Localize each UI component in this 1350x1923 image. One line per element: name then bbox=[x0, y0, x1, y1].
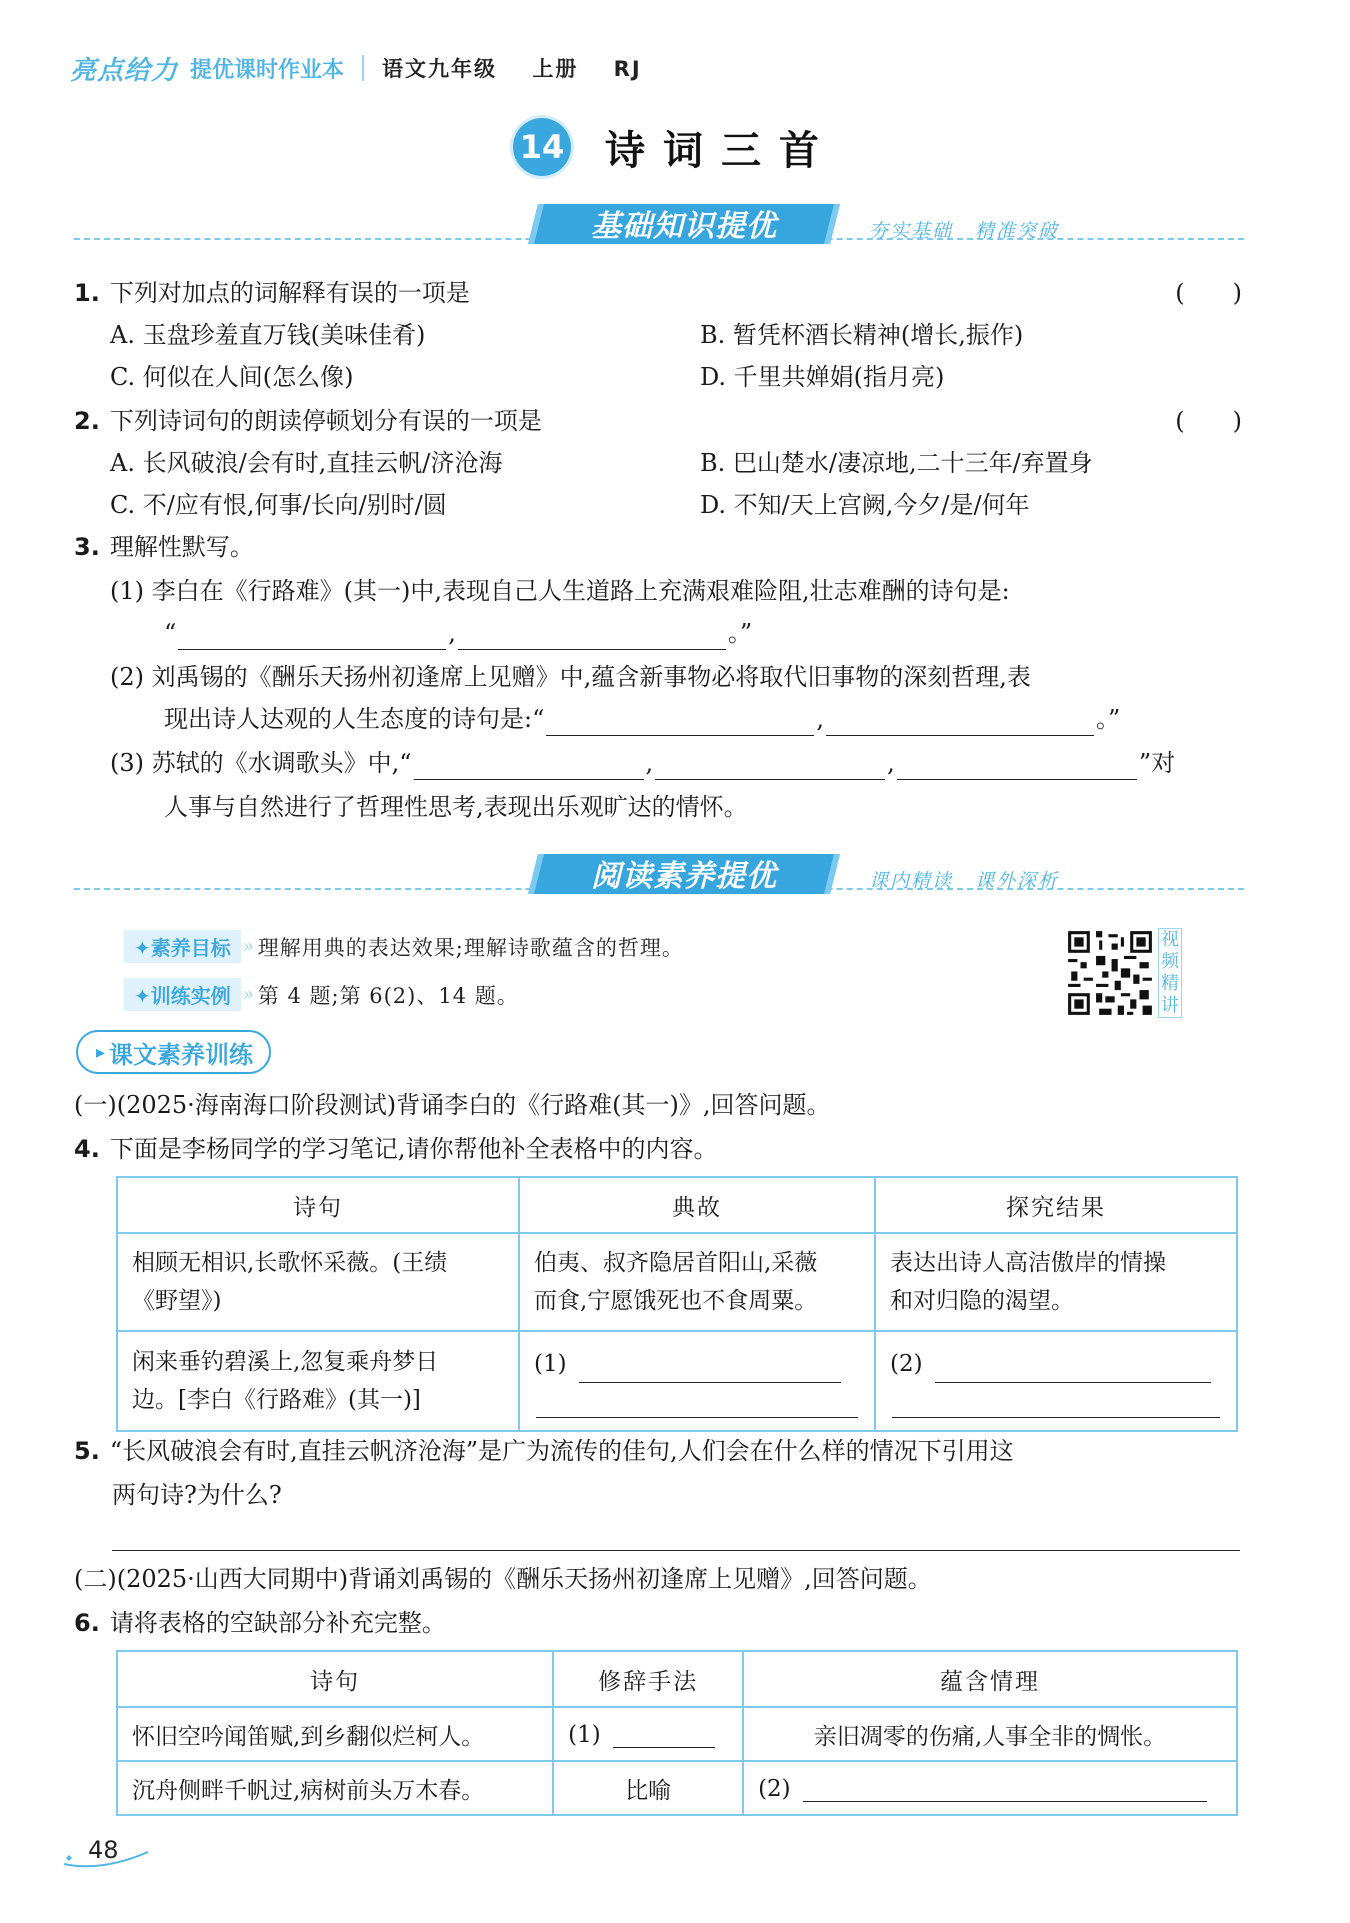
qr-caption: 视频精讲 bbox=[1158, 928, 1182, 1018]
question-5-stem bbox=[74, 1434, 1014, 1468]
q3-part3-tail: ”对 bbox=[1138, 749, 1176, 777]
literacy-goal bbox=[124, 930, 684, 963]
fill-blank[interactable] bbox=[536, 1391, 858, 1418]
question-text: 理解性默写。 bbox=[109, 533, 254, 561]
question-number: 4. bbox=[74, 1135, 100, 1163]
page-header bbox=[70, 48, 668, 88]
fill-blank[interactable] bbox=[178, 623, 446, 650]
part-1-heading: (一)(2025·海南海口阶段测试)背诵李白的《行路难(其一)》,回答问题。 bbox=[74, 1091, 831, 1119]
section-tag-label: 基础知识提优 bbox=[591, 209, 777, 244]
option-1c[interactable]: C. 何似在人间(怎么像) bbox=[110, 363, 354, 391]
question-number: 5. bbox=[74, 1437, 100, 1465]
question-number: 3. bbox=[74, 533, 100, 561]
q3-part1-blanks: “ , 。” bbox=[164, 616, 752, 650]
question-text: 请将表格的空缺部分补充完整。 bbox=[109, 1609, 446, 1637]
option-2a[interactable]: A. 长风破浪/会有时,直挂云帆/济沧海 bbox=[110, 449, 503, 477]
double-chevron-icon: » bbox=[242, 984, 254, 1005]
q3-part2-text: (2) 刘禹锡的《酬乐天扬州初逢席上见赠》中,蕴含新事物必将取代旧事物的深刻哲理,表 bbox=[110, 663, 1031, 691]
table-cell-poem: 闲来垂钓碧溪上,忽复乘舟梦日 边。[李白《行路难》(其一)] bbox=[117, 1331, 519, 1431]
question-5-stem-cont: 两句诗?为什么? bbox=[112, 1481, 282, 1509]
table-header-row bbox=[117, 1651, 1237, 1707]
question-6-stem bbox=[74, 1606, 446, 1640]
series-name: 提优课时作业本 bbox=[190, 57, 345, 83]
answer-paren[interactable]: ( ) bbox=[1175, 279, 1242, 307]
section-tag bbox=[519, 850, 849, 896]
fill-blank[interactable] bbox=[935, 1356, 1211, 1383]
page-number: 48 bbox=[88, 1836, 119, 1864]
lesson-title-text: 诗词三首 bbox=[605, 126, 837, 174]
study-notes-table bbox=[116, 1176, 1238, 1432]
table-cell-poem: 沉舟侧畔千帆过,病树前头万木春。 bbox=[117, 1761, 553, 1815]
volume-label: 上册 bbox=[532, 57, 579, 81]
table-header-row bbox=[117, 1177, 1237, 1233]
training-example bbox=[124, 978, 519, 1011]
table-cell-poem: 相顾无相识,长歌怀采薇。(王绩 《野望》) bbox=[117, 1233, 519, 1331]
table-cell-result: 表达出诗人高洁傲岸的情操 和对归隐的渴望。 bbox=[875, 1233, 1237, 1331]
question-number: 6. bbox=[74, 1609, 100, 1637]
blank-index: (1) bbox=[568, 1721, 601, 1748]
question-2-stem bbox=[74, 404, 542, 438]
section-tag-label: 阅读素养提优 bbox=[591, 859, 777, 894]
table-header-cell: 诗句 bbox=[117, 1177, 519, 1233]
training-example-label: ✦训练实例 bbox=[124, 978, 241, 1011]
header-divider bbox=[362, 55, 364, 81]
qr-code-icon[interactable] bbox=[1065, 928, 1155, 1018]
table-cell-device: 比喻 bbox=[553, 1761, 743, 1815]
question-text: 下列诗词句的朗读停顿划分有误的一项是 bbox=[109, 407, 542, 435]
option-1d[interactable]: D. 千里共婵娟(指月亮) bbox=[700, 363, 945, 391]
option-1a[interactable]: A. 玉盘珍羞直万钱(美味佳肴) bbox=[110, 321, 426, 349]
table-header-cell: 探究结果 bbox=[875, 1177, 1237, 1233]
q3-part2-text-cont: 现出诗人达观的人生态度的诗句是:“ bbox=[164, 705, 545, 733]
brand-logo: 亮点给力 bbox=[70, 55, 179, 86]
table-cell-allusion: 伯夷、叔齐隐居首阳山,采薇 而食,宁愿饿死也不食周粟。 bbox=[519, 1233, 875, 1331]
option-2c[interactable]: C. 不/应有恨,何事/长向/别时/圆 bbox=[110, 491, 447, 519]
question-number: 2. bbox=[74, 407, 100, 435]
answer-line[interactable] bbox=[112, 1550, 1240, 1551]
section-banner-basics bbox=[74, 200, 1244, 250]
table-header-cell: 蕴含情理 bbox=[743, 1651, 1237, 1707]
q3-part1-text: (1) 李白在《行路难》(其一)中,表现自己人生道路上充满艰难险阻,壮志难酬的诗句是: bbox=[110, 577, 1010, 605]
literacy-goal-text: 理解用典的表达效果;理解诗歌蕴含的哲理。 bbox=[257, 935, 684, 960]
blank-index: (1) bbox=[534, 1350, 567, 1377]
option-1b[interactable]: B. 暂凭杯酒长精神(增长,振作) bbox=[700, 321, 1024, 349]
lesson-number-badge: 14 bbox=[513, 118, 571, 176]
fill-blank[interactable] bbox=[546, 709, 814, 736]
table-cell-blank[interactable] bbox=[875, 1331, 1237, 1431]
training-example-text: 第 4 题;第 6(2)、14 题。 bbox=[257, 983, 519, 1008]
q3-part2-blanks: 现出诗人达观的人生态度的诗句是:“ , 。” bbox=[164, 702, 1120, 736]
table-header-cell: 修辞手法 bbox=[553, 1651, 743, 1707]
option-2b[interactable]: B. 巴山楚水/凄凉地,二十三年/弃置身 bbox=[700, 449, 1093, 477]
table-row bbox=[117, 1233, 1237, 1331]
edition-label: RJ bbox=[613, 57, 642, 81]
section-subtitle: 课内精读 课外深析 bbox=[869, 870, 1060, 892]
table-cell-blank[interactable] bbox=[743, 1761, 1237, 1815]
fill-blank[interactable] bbox=[826, 709, 1094, 736]
section-tag bbox=[519, 200, 849, 246]
fill-blank[interactable] bbox=[655, 753, 885, 780]
option-2d[interactable]: D. 不知/天上宫阙,今夕/是/何年 bbox=[700, 491, 1030, 519]
book-info bbox=[382, 53, 668, 83]
table-cell-blank[interactable] bbox=[519, 1331, 875, 1431]
fill-blank[interactable] bbox=[414, 753, 644, 780]
question-3-stem bbox=[74, 530, 254, 564]
question-text: 下列对加点的词解释有误的一项是 bbox=[109, 279, 470, 307]
subject-label: 语文九年级 bbox=[382, 57, 498, 81]
literacy-goal-label: ✦素养目标 bbox=[124, 930, 241, 963]
table-header-cell: 诗句 bbox=[117, 1651, 553, 1707]
blank-index: (2) bbox=[758, 1775, 791, 1802]
q3-part3-lead: (3) 苏轼的《水调歌头》中,“ bbox=[110, 749, 412, 777]
question-number: 1. bbox=[74, 279, 100, 307]
answer-paren[interactable]: ( ) bbox=[1175, 407, 1242, 435]
rhetoric-table bbox=[116, 1650, 1238, 1816]
table-cell-poem: 怀旧空吟闻笛赋,到乡翻似烂柯人。 bbox=[117, 1707, 553, 1761]
blank-index: (2) bbox=[890, 1350, 923, 1377]
section-subtitle: 夯实基础 精准突破 bbox=[869, 220, 1060, 242]
part-2-heading: (二)(2025·山西大同期中)背诵刘禹锡的《酬乐天扬州初逢席上见赠》,回答问题。 bbox=[74, 1565, 932, 1593]
fill-blank[interactable] bbox=[897, 753, 1137, 780]
section-banner-reading bbox=[74, 850, 1244, 900]
fill-blank[interactable] bbox=[579, 1356, 841, 1383]
lesson-title bbox=[0, 118, 1350, 176]
table-header-cell: 典故 bbox=[519, 1177, 875, 1233]
table-cell-blank[interactable] bbox=[553, 1707, 743, 1761]
question-text: 下面是李杨同学的学习笔记,请你帮他补全表格中的内容。 bbox=[109, 1135, 718, 1163]
table-row bbox=[117, 1761, 1237, 1815]
table-cell-meaning: 亲旧凋零的伤痛,人事全非的惆怅。 bbox=[743, 1707, 1237, 1761]
table-row bbox=[117, 1331, 1237, 1431]
fill-blank[interactable] bbox=[892, 1391, 1220, 1418]
fill-blank[interactable] bbox=[613, 1721, 715, 1748]
question-text: “长风破浪会有时,直挂云帆济沧海”是广为流传的佳句,人们会在什么样的情况下引用这 bbox=[109, 1437, 1014, 1465]
double-chevron-icon: » bbox=[242, 936, 254, 957]
training-tag: ▸ 课文素养训练 bbox=[76, 1030, 271, 1074]
table-row bbox=[117, 1707, 1237, 1761]
q3-part3-text-cont: 人事与自然进行了哲理性思考,表现出乐观旷达的情怀。 bbox=[164, 793, 748, 821]
q3-part3-text: (3) 苏轼的《水调歌头》中,“ , , ”对 bbox=[110, 746, 1175, 780]
fill-blank[interactable] bbox=[458, 623, 726, 650]
fill-blank[interactable] bbox=[803, 1775, 1207, 1802]
question-4-stem bbox=[74, 1132, 717, 1166]
question-1-stem bbox=[74, 276, 470, 310]
